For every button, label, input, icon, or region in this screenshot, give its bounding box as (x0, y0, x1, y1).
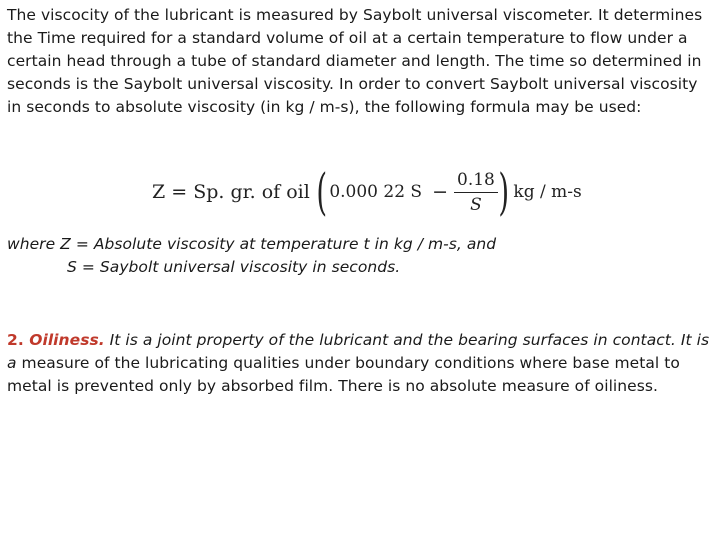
oiliness-number: 2. (7, 331, 30, 349)
formula-fraction (454, 169, 498, 216)
where-definitions (7, 233, 715, 279)
formula-minus: − (432, 181, 449, 203)
formula-denominator: S (470, 194, 482, 215)
oiliness-italic-text: It is a joint property of the lubricant and the bearing surfaces in contact. It is a (7, 331, 710, 372)
where-line-s: S = Saybolt universal viscosity in seconds. (67, 258, 401, 276)
oiliness-paragraph (7, 329, 715, 398)
formula-numerator: 0.18 (454, 169, 498, 193)
formula-unit: kg / m-s (513, 182, 582, 202)
formula-close-paren: ) (498, 163, 509, 221)
oiliness-name: Oiliness. (29, 331, 105, 349)
where-line-z: where Z = Absolute viscosity at temperature t in kg / m-s, and (7, 235, 497, 253)
formula-lhs: Z = Sp. gr. of oil (152, 181, 310, 203)
oiliness-body-text: measure of the lubricating qualities under boundary conditions where base metal to metal is prevented only by absorbed film. There is no absolute measure of oiliness. (7, 354, 680, 395)
oiliness-heading (7, 331, 105, 349)
intro-paragraph: The viscocity of the lubricant is measured by Saybolt universal viscometer. It determines the Time required for a standard volume of oil at a certain temperature to flow under a certain head through a tube of standard diameter and length. The time so determined in seconds is the Saybolt universal viscosity. In order to convert Saybolt universal viscosity in seconds to absolute viscosity (in kg / m-s), the following formula may be used: (7, 6, 703, 116)
formula-term1: 0.000 22 S (329, 182, 423, 202)
formula-open-paren: ( (316, 163, 327, 221)
viscosity-formula (152, 163, 582, 221)
